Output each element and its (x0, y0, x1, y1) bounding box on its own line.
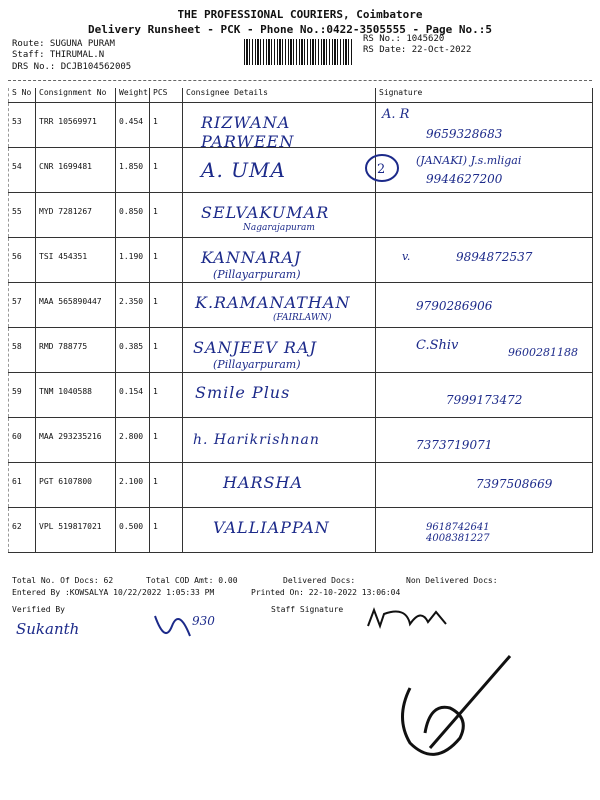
row-pcs: 1 (153, 387, 158, 396)
total-docs: Total No. Of Docs: 62 (12, 576, 114, 585)
table-row (9, 193, 593, 238)
table-row (9, 103, 593, 148)
row-weight: 0.454 (119, 117, 144, 126)
row-pcs: 1 (153, 432, 158, 441)
row-consignment: RMD 788775 (39, 342, 88, 351)
row-weight: 2.100 (119, 477, 144, 486)
col-header-sno: S No (9, 88, 36, 103)
row-sno: 61 (12, 477, 22, 486)
row-sno: 54 (12, 162, 22, 171)
table-header-row (9, 88, 593, 103)
row-weight: 2.800 (119, 432, 144, 441)
row-weight: 2.350 (119, 297, 144, 306)
table-row (9, 148, 593, 193)
printed-on: Printed On: 22-10-2022 13:06:04 (251, 588, 401, 597)
col-header-signature: Signature (376, 88, 593, 103)
verified-by-label: Verified By (12, 605, 65, 614)
row-signature: A. R (382, 107, 410, 122)
row-signature: C.Shiv (416, 338, 459, 353)
row-consignment: MYD 7281267 (39, 207, 92, 216)
entered-by: Entered By :KOWSALYA 10/22/2022 1:05:33 PM (12, 588, 215, 597)
verifier-mark: 930 (192, 614, 215, 628)
row-consignee-name: Smile Plus (195, 383, 291, 402)
col-header-consignee: Consignee Details (183, 88, 376, 103)
row-weight: 1.850 (119, 162, 144, 171)
row-signature: (JANAKI) J.s.mligai (416, 154, 522, 167)
row-sno: 60 (12, 432, 22, 441)
row-pcs: 1 (153, 477, 158, 486)
row-sno: 62 (12, 522, 22, 531)
row-phone: 7373719071 (416, 438, 493, 452)
row-sno: 55 (12, 207, 22, 216)
row-consignment: MAA 565890447 (39, 297, 102, 306)
row-pcs: 1 (153, 162, 158, 171)
row-phone: 9659328683 (426, 127, 503, 141)
drs-number: DRS No.: DCJB104562005 (12, 62, 132, 72)
row-phone: 9790286906 (416, 299, 493, 313)
verifier-scribble (150, 606, 200, 646)
row-consignee-name: SELVAKUMAR (201, 203, 330, 222)
row-consignee-name: h. Harikrishnan (193, 432, 320, 448)
rs-number: RS No.: 1045620 (363, 34, 445, 44)
non-delivered-docs: Non Delivered Docs: (406, 576, 498, 585)
svg-text:2: 2 (377, 162, 386, 177)
runsheet-subtitle: Delivery Runsheet - PCK - Phone No.:0422-3505555 - Page No.:5 (88, 23, 492, 36)
row-sno: 53 (12, 117, 22, 126)
col-header-consignment: Consignment No (36, 88, 116, 103)
row-consignee-name: KANNARAJ (201, 248, 302, 267)
row-phone: 7999173472 (446, 393, 523, 407)
row-signature: v. (402, 250, 411, 263)
table-row (9, 238, 593, 283)
row-consignee-area: (Pillayarpuram) (213, 358, 301, 371)
table-row (9, 283, 593, 328)
table-row (9, 418, 593, 463)
delivered-docs: Delivered Docs: (283, 576, 356, 585)
staff-signature-label: Staff Signature (271, 605, 344, 614)
row-consignee-name: A. UMA (201, 158, 286, 182)
row-phone: 9600281188 (508, 346, 578, 359)
row-weight: 0.385 (119, 342, 144, 351)
table-row (9, 328, 593, 373)
row-sno: 57 (12, 297, 22, 306)
row-consignment: MAA 293235216 (39, 432, 102, 441)
row-consignment: TRR 10569971 (39, 117, 97, 126)
row-pcs: 1 (153, 342, 158, 351)
row-phone: 9894872537 (456, 250, 533, 264)
row-consignment: TNM 1040588 (39, 387, 92, 396)
row-pcs: 1 (153, 297, 158, 306)
row-weight: 0.850 (119, 207, 144, 216)
row-consignment: CNR 1699481 (39, 162, 92, 171)
row-weight: 0.154 (119, 387, 144, 396)
row-sno: 56 (12, 252, 22, 261)
staff-signature-scribble (366, 604, 456, 634)
table-row (9, 373, 593, 418)
row-pcs: 1 (153, 252, 158, 261)
row-consignment: PGT 6107800 (39, 477, 92, 486)
row-pcs: 1 (153, 117, 158, 126)
row-phone: 9618742641 4008381227 (426, 522, 490, 544)
table-row (9, 508, 593, 553)
row-consignee-name: SANJEEV RAJ (193, 338, 317, 357)
route-label: Route: SUGUNA PURAM (12, 39, 115, 49)
barcode-image (244, 39, 352, 65)
row-sno: 59 (12, 387, 22, 396)
row-consignee-name: RIZWANA PARWEEN (201, 113, 295, 148)
row-phone: 9944627200 (426, 172, 503, 186)
row-consignee-area: (FAIRLAWN) (273, 313, 332, 323)
row-weight: 0.500 (119, 522, 144, 531)
staff-label: Staff: THIRUMAL.N (12, 50, 105, 60)
col-header-pcs: PCS (150, 88, 183, 103)
encircled-number-mark (362, 150, 402, 186)
row-consignee-name: K.RAMANATHAN (195, 293, 351, 312)
row-consignee-area: (Pillayarpuram) (213, 268, 301, 281)
total-cod: Total COD Amt: 0.00 (146, 576, 238, 585)
rs-date: RS Date: 22-Oct-2022 (363, 45, 472, 55)
row-consignment: VPL 519817021 (39, 522, 102, 531)
row-consignee-area: Nagarajapuram (243, 223, 315, 233)
company-title: THE PROFESSIONAL COURIERS, Coimbatore (177, 8, 423, 21)
row-pcs: 1 (153, 207, 158, 216)
row-consignee-name: VALLIAPPAN (213, 518, 330, 537)
table-row (9, 463, 593, 508)
row-consignee-name: HARSHA (223, 473, 304, 492)
row-consignment: TSI 454351 (39, 252, 88, 261)
row-sno: 58 (12, 342, 22, 351)
col-header-weight: Weight (116, 88, 150, 103)
runsheet-table (8, 88, 593, 553)
verifier-signature: Sukanth (16, 620, 80, 638)
header-divider (8, 80, 592, 81)
large-signature-scribble (390, 648, 520, 768)
row-phone: 7397508669 (476, 477, 553, 491)
row-pcs: 1 (153, 522, 158, 531)
row-weight: 1.190 (119, 252, 144, 261)
